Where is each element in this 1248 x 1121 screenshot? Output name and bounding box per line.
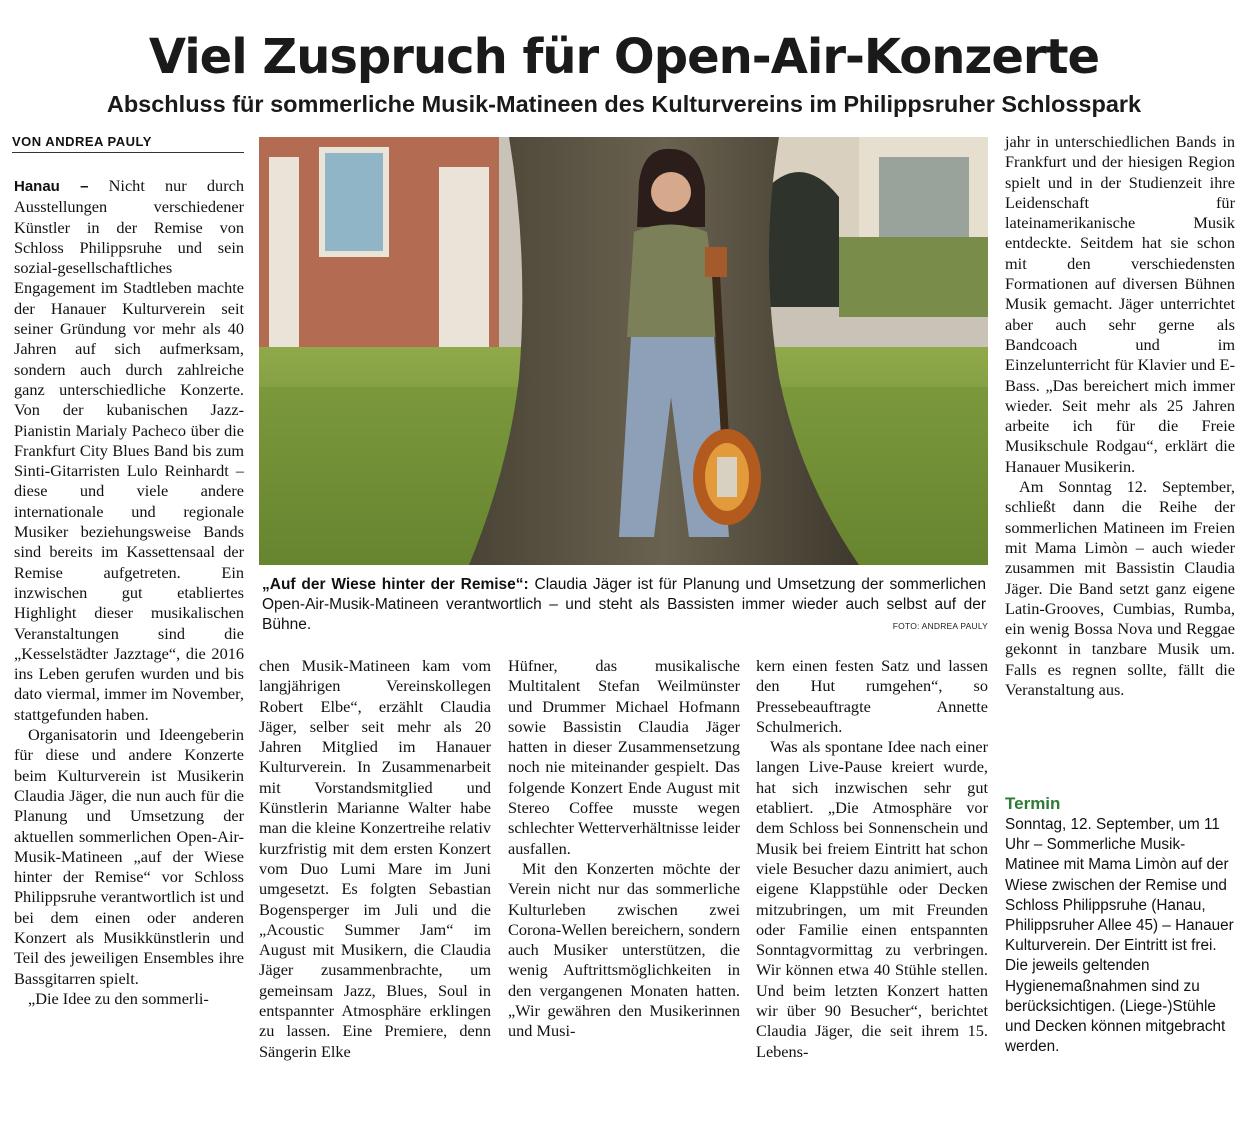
paragraph: kern einen festen Satz und lassen den Hut rumgehen“, so Pressebeauftragte Annette Schulmerich. <box>756 656 988 736</box>
article-column-1 <box>14 176 244 1009</box>
article-column-5 <box>1005 132 1235 700</box>
paragraph: jahr in unterschiedlichen Bands in Frankfurt und der hiesigen Region spielt und in der Studienzeit ihre Leidenschaft für lateinamerikanische Musik entdeckte. Seitdem hat sie schon mit den verschiedensten Formationen auf diversen Bühnen Musik gemacht. Jäger unterrichtet aber auch sehr gerne als Bandcoach und im Einzelunterricht für Klavier und E-Bass. „Das bereichert mich immer wieder. Seit mehr als 25 Jahren arbeite ich für die Freie Musikschule Rodgau“, erklärt die Hanauer Musikerin. <box>1005 132 1235 476</box>
paragraph: Hüfner, das musikalische Multitalent Stefan Weilmünster und Drummer Michael Hofmann sowie Bassistin Claudia Jäger hatten in dieser Zusammensetzung noch nie miteinander gespielt. Das folgende Konzert Ende August mit Stereo Coffee musste wegen schlechter Wetterverhältnisse leider ausfallen. <box>508 656 740 858</box>
article-column-4 <box>756 656 988 1062</box>
article-photo <box>259 137 988 565</box>
paragraph: chen Musik-Matineen kam vom langjährigen Vereinskollegen Robert Elbe“, erzählt Claudia Jäger, selber seit mehr als 20 Jahren Mitglied im Hanauer Kulturverein. In Zusammenarbeit mit Vorstandsmitglied und Künstlerin Marianne Walter habe man die kleine Konzertreihe relativ kurzfristig mit dem ersten Konzert vom Duo Lumi Mare im Juni umgesetzt. Es folgten Sebastian Bogensperger im Juli und die „Acoustic Summer Jam“ im August mit Musikern, die Claudia Jäger zusammenbrachte, um gemeinsam Jazz, Blues, Soul in entspannter Atmosphäre erklingen zu lassen. Eine Premiere, denn Sängerin Elke <box>259 656 491 1061</box>
photo-credit: FOTO: ANDREA PAULY <box>892 621 988 631</box>
paragraph <box>14 176 244 725</box>
paragraph: „Die Idee zu den sommerli- <box>28 988 209 1008</box>
termin-text: Sonntag, 12. September, um 11 Uhr – Sommerliche Musik-Matinee mit Mama Limòn auf der Wiese zwischen der Remise und Schloss Philippsruhe (Hanau, Philippsruher Allee 45) – Hanauer Kulturverein. Der Eintritt ist frei. Die jeweils geltenden Hygienemaßnahmen sind zu berücksichtigen. (Liege-)Stühle und Decken können mitgebracht werden. <box>1005 816 1234 1056</box>
article-column-3 <box>508 656 740 1042</box>
article-column-2 <box>259 656 491 1062</box>
photo-caption <box>262 575 986 635</box>
paragraph: Am Sonntag 12. September, schließt dann die Reihe der sommerlichen Matineen im Freien mit Mama Limòn – auch wieder zusammen mit Bassistin Claudia Jäger. Die Band setzt ganz eigene Latin-Grooves, Cumbias, Rumba, ein wenig Bossa Nova und Reggae gekonnt in tanzbare Musik um. Falls es regnen sollte, fällt die Veranstaltung aus. <box>1005 477 1235 700</box>
subheadline: Abschluss für sommerliche Musik-Matineen des Kulturvereins im Philippsruher Schlosspark <box>106 91 1142 117</box>
caption-lead: „Auf der Wiese hinter der Remise“: <box>262 576 529 593</box>
paragraph: Organisatorin und Ideengeberin für diese und andere Konzerte beim Kulturverein ist Musikerin Claudia Jäger, die nun auch für die Planung und Umsetzung der aktuellen sommerlichen Open-Air-Musik-Matineen „auf der Wiese hinter der Remise“ vor Schloss Philippsruhe verantwortlich ist und bei dem einen oder anderen Konzert als Musikkünstlerin und Teil des jeweiligen Ensembles ihre Bassgitarren spielt. <box>14 725 244 988</box>
byline: VON ANDREA PAULY <box>12 134 244 153</box>
caption-text: Claudia Jäger ist für Planung und Umsetzung der sommerlichen Open-Air-Musik-Matineen verantwortlich – und steht als Bassisten immer wieder auch selbst auf der Bühne. <box>262 576 987 633</box>
dateline: Hanau – <box>14 178 89 195</box>
termin-box <box>1005 793 1235 1057</box>
headline: Viel Zuspruch für Open-Air-Konzerte <box>148 29 1100 85</box>
termin-heading: Termin <box>1005 794 1061 813</box>
paragraph: Mit den Konzerten möchte der Verein nicht nur das sommerliche Kulturleben zwischen zwei Corona-Wellen bereichern, sondern auch Musiker unterstützen, die wenig Auftrittsmöglichkeiten in den vergangenen Monaten hatten. „Wir gewähren den Musikerinnen und Musi- <box>508 858 740 1041</box>
paragraph: Was als spontane Idee nach einer langen Live-Pause kreiert wurde, hat sich inzwischen sehr gut etabliert. „Die Atmosphäre vor dem Schloss bei Sonnenschein und Musik bei freiem Eintritt hat schon viele Besucher dazu animiert, auch eigene Klappstühle oder Decken mitzubringen, um mit Freunden oder Familie einen entspannten Sonntagvormittag zu verbringen. Wir können etwa 40 Stühle stellen. Und beim letzten Konzert hatten wir über 90 Besucher“, berichtet Claudia Jäger, die seit ihrem 15. Lebens- <box>756 737 988 1061</box>
paragraph-text: Nicht nur durch Ausstellungen verschiedener Künstler in der Remise von Schloss Philippsruhe und sein sozial-gesellschaftliches Engagement im Stadtleben machte der Hanauer Kulturverein seit seiner Gründung vor mehr als 40 Jahren auf sich aufmerksam, sondern auch durch zahlreiche ganz unterschiedliche Konzerte. Von der kubanischen Jazz-Pianistin Marialy Pacheco über die Frankfurt City Blues Band bis zum Sinti-Gitarristen Lulo Reinhardt – diese und viele andere internationale und regionale Musiker beziehungsweise Bands sind bereits im Kassettensaal der Remise aufgetreten. Ein inzwischen gut etabliertes Highlight dieser musikalischen Veranstaltungen sind die „Kesselstädter Jazztage“, die 2016 ins Leben gerufen wurden und bis dato viermal, immer im November, stattgefunden haben. <box>14 176 244 724</box>
